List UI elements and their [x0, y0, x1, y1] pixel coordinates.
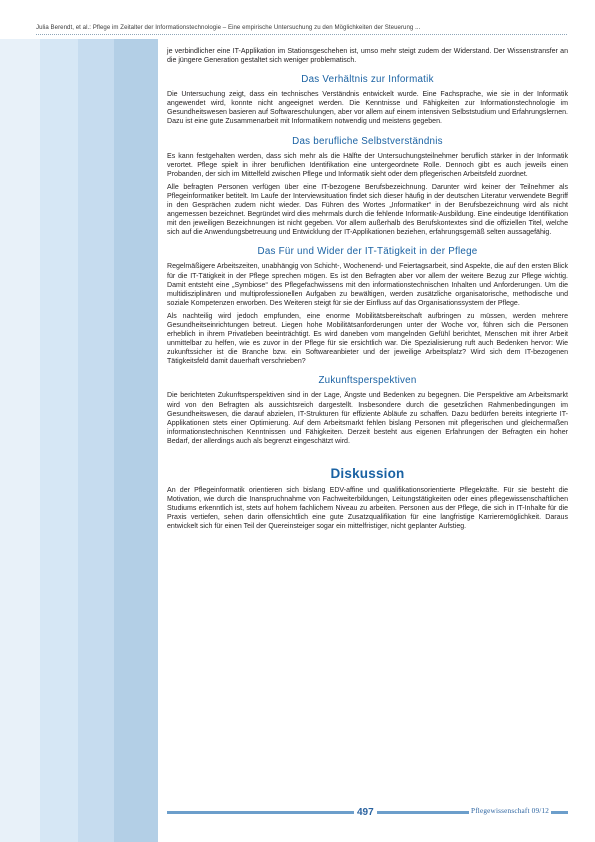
decorative-band-3 — [78, 39, 114, 842]
journal-name: Pflegewissenschaft 09/12 — [471, 807, 550, 815]
running-title: Julia Berendt, et al.: Pflege im Zeitalter der Informationstechnologie – Eine empirische Untersuchung zu den Möglichkeiten der Steuerung ... — [36, 24, 421, 31]
section-heading-informatik: Das Verhältnis zur Informatik — [301, 74, 434, 86]
body-paragraph: Es kann festgehalten werden, dass sich mehr als die Hälfte der Untersuchungsteilnehmer beruflich stärker in der Informatik verortet. Pflege spielt in ihrer beruflichen Identifikation eine untergeordnete Rolle. Dennoch gibt es auch jeweils einen Probanden, der sich im Mittelfeld zwischen Pflege und Informatik sieht oder dem pflegerischen Arbeitsfeld zuordnet. — [167, 152, 568, 178]
body-paragraph: Alle befragten Personen verfügen über eine IT-bezogene Berufsbezeichnung. Darunter wird keiner der Teilnehmer als Pflegeinformatiker betitelt. Im Laufe der Interviewsituation findet sich dieser häufig in der deutschen Literatur verwendete Begriff in den Gesprächen zudem nicht wieder. Das Führen des Wortes „Informatiker“ in der Berufsbezeichnung wird als nicht angemessen bezeichnet. Begründet wird dies mehrmals durch die fehlende Informatik-Ausbildung. Eine eindeutige Identifikation mit den jeweiligen Bezeichnungen ist nicht gegeben. Vor allem außerhalb des Berufskontextes sind die offiziellen Titel, welche sich auf die Anwendungsbetreuung und Entwicklung der IT-Applikationen beziehen, erfahrungsgemäß selten aussagefähig. — [167, 183, 568, 237]
body-paragraph: Als nachteilig wird jedoch empfunden, eine enorme Mobilitätsbereitschaft aufbringen zu müssen, werden mehrere Gesundheitseinrichtungen betreut. Liegen hohe Mobilitätsanforderungen unter der Woche vor, führen sich die Personen erheblich in ihrem Privatleben beeinträchtigt. Es wird daneben vom mangelnden Gefühl berichtet, Menschen mit ihrer Arbeit unmittelbar zu helfen, wie es zuvor in der Pflege für sie ersichtlich war. Die Spezialisierung ruft auch Bedenken hervor: Wie zukunftssicher ist die Branche bzw. ein Softwareanbieter und der jeweilige Arbeitsplatz? Wird sich dem IT-bezogenen Tätigkeitsfeld damit dauerhaft verschrieben? — [167, 312, 568, 366]
decorative-band-4 — [114, 39, 158, 842]
body-paragraph: Die Untersuchung zeigt, dass ein technisches Verständnis entwickelt wurde. Eine Fachsprache, wie sie in der Informatik angewendet wird, konnte nicht angeeignet werden. Die Kenntnisse und Fähigkeiten zur Informationstechnologie im Gesundheitswesen basieren auf Softwareschulungen, aber vor allem auf einem intensiven Selbststudium und Erfahrungslernen. Dazu ist eine gute Zusammenarbeit mit Informatikern notwendig und meistens gegeben. — [167, 91, 568, 126]
decorative-band-1 — [0, 39, 40, 842]
discussion-heading: Diskussion — [330, 466, 405, 481]
body-paragraph: Die berichteten Zukunftsperspektiven sind in der Lage, Ängste und Bedenken zu begegnen. Die Perspektive am Arbeitsmarkt wird von den Befragten als aussichtsreich dargestellt. Insbesondere durch die gesetzlichen Rahmenbedingungen im Gesundheitswesen, die darauf abzielen, IT-Strukturen für effiziente Abläufe zu schaffen. Dazu bedürfen bereits integrierte IT-Applikationen stets einer Optimierung. Auf dem Arbeitsmarkt fehlen bislang Personen mit pflegerischen und gleichermaßen informationstechnischen Kenntnissen und Fähigkeiten. Derzeit besteht aus eigenen Erfahrungen der Befragten ein hoher Bedarf, der allerdings auch als begrenzt eingeschätzt wird. — [167, 392, 568, 445]
section-heading-selbstverstaendnis: Das berufliche Selbstverständnis — [292, 135, 443, 147]
decorative-band-2 — [40, 39, 78, 842]
section-heading-zukunftsperspektiven: Zukunftsperspektiven — [318, 375, 417, 387]
article-column — [167, 47, 568, 535]
discussion-paragraph: An der Pflegeinformatik orientieren sich bislang EDV-affine und qualifikationsorientierte Pflegekräfte. Für sie besteht die Motivation, wie durch die Inanspruchnahme von Fachweiterbildungen, Leitungstätigkeiten oder eines pflegewissenschaftlichen Studiums erkenntlich ist, stets auf hohem fachlichem Niveau zu arbeiten. Personen aus der Pflege, die sich in IT-Inhalte für die Praxis vertiefen, sehen darin offensichtlich eine gute Zusatzqualifikation für eine langfristige Karrieremöglichkeit. Daraus entwickelt sich für einen Teil der Quereinsteiger sogar ein mittelfristiger, nicht geplanter Aufstieg. — [167, 487, 568, 531]
body-paragraph: Regelmäßigere Arbeitszeiten, unabhängig von Schicht-, Wochenend- und Feiertagsarbeit, sind Aspekte, die auf den ersten Blick für die IT-Tätigkeit in der Pflege sprechen mögen. Es ist den Befragten aber vor allem der weitere Bezug zur Pflege wichtig. Damit entsteht eine „Symbiose“ des Pflegefachwissens mit den informationstechnischen Inhalten und Anforderungen. Um die multidisziplinären und multiprofessionellen Aufgaben zu bewältigen, werden zusätzliche organisatorische, methodische und soziale Kompetenzen erworben. Des Weiteren steigt für sie der Einfluss auf das Organisationssystem der Pflege. — [167, 263, 568, 307]
intro-paragraph: je verbindlicher eine IT-Applikation im Stationsgeschehen ist, umso mehr steigt zudem der Widerstand. Der Wissenstransfer an die jüngere Generation gestaltet sich weniger problematisch. — [167, 48, 568, 65]
running-header — [0, 0, 595, 38]
header-divider — [36, 34, 568, 35]
section-heading-fuer-und-wider: Das Für und Wider der IT-Tätigkeit in der Pflege — [257, 246, 478, 258]
page-number: 497 — [354, 807, 377, 818]
